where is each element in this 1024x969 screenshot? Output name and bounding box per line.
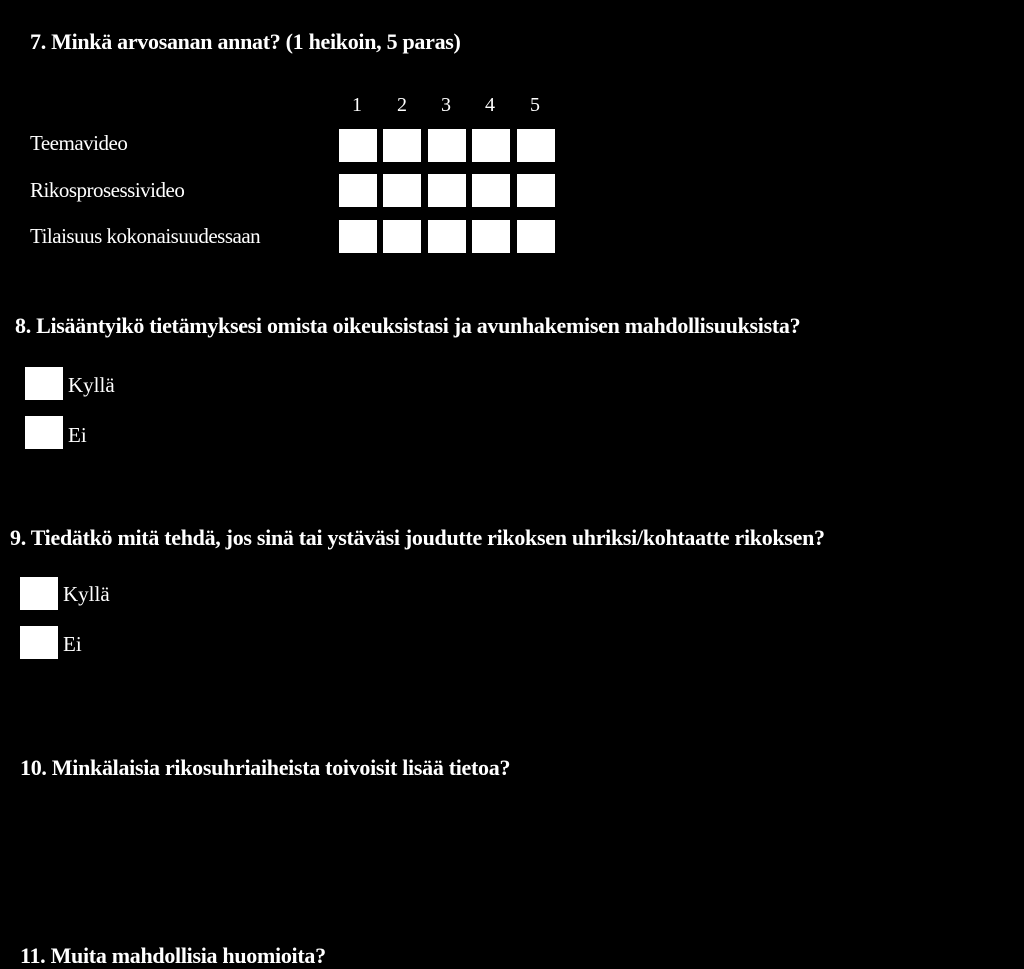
- q8-option-label-ei: Ei: [68, 423, 87, 447]
- question-9-title: 9. Tiedätkö mitä tehdä, jos sinä tai ystäväsi joudutte rikoksen uhriksi/kohtaatte rikoksen?: [10, 525, 825, 550]
- rating-checkbox-rikosprosessivideo-3[interactable]: [428, 174, 466, 207]
- question-8-title: 8. Lisääntyikö tietämyksesi omista oikeuksistasi ja avunhakemisen mahdollisuuksista?: [15, 313, 801, 338]
- rating-checkbox-tilaisuus-1[interactable]: [339, 220, 377, 253]
- rating-scale-header: [338, 94, 558, 120]
- rating-scale-1: 1: [352, 94, 362, 116]
- q9-option-label-ei: Ei: [63, 632, 82, 656]
- rating-checkbox-rikosprosessivideo-4[interactable]: [472, 174, 510, 207]
- rating-checkbox-tilaisuus-2[interactable]: [383, 220, 421, 253]
- rating-checkbox-rikosprosessivideo-2[interactable]: [383, 174, 421, 207]
- q9-checkbox-ei[interactable]: [20, 626, 58, 659]
- q9-checkbox-kylla[interactable]: [20, 577, 58, 610]
- rating-checkbox-rikosprosessivideo-5[interactable]: [517, 174, 555, 207]
- question-11-title: 11. Muita mahdollisia huomioita?: [20, 943, 326, 968]
- rating-row-label-tilaisuus: Tilaisuus kokonaisuudessaan: [30, 224, 261, 248]
- rating-checkbox-tilaisuus-3[interactable]: [428, 220, 466, 253]
- rating-checkbox-rikosprosessivideo-1[interactable]: [339, 174, 377, 207]
- rating-checkbox-teemavideo-5[interactable]: [517, 129, 555, 162]
- q8-option-label-kylla: Kyllä: [68, 373, 115, 397]
- question-10-title: 10. Minkälaisia rikosuhriaiheista toivoisit lisää tietoa?: [20, 755, 511, 780]
- rating-checkbox-teemavideo-1[interactable]: [339, 129, 377, 162]
- q9-option-label-kylla: Kyllä: [63, 582, 110, 606]
- rating-checkbox-tilaisuus-4[interactable]: [472, 220, 510, 253]
- rating-checkbox-teemavideo-4[interactable]: [472, 129, 510, 162]
- rating-checkbox-teemavideo-3[interactable]: [428, 129, 466, 162]
- question-7-title: 7. Minkä arvosanan annat? (1 heikoin, 5 paras): [30, 29, 461, 54]
- q8-checkbox-kylla[interactable]: [25, 367, 63, 400]
- rating-scale-5: 5: [530, 94, 540, 116]
- rating-checkbox-teemavideo-2[interactable]: [383, 129, 421, 162]
- q8-checkbox-ei[interactable]: [25, 416, 63, 449]
- rating-row-label-teemavideo: Teemavideo: [30, 131, 128, 155]
- rating-row-label-rikosprosessivideo: Rikosprosessivideo: [30, 178, 185, 202]
- rating-checkbox-tilaisuus-5[interactable]: [517, 220, 555, 253]
- rating-scale-2: 2: [397, 94, 407, 116]
- rating-scale-3: 3: [441, 94, 451, 116]
- rating-scale-4: 4: [485, 94, 495, 116]
